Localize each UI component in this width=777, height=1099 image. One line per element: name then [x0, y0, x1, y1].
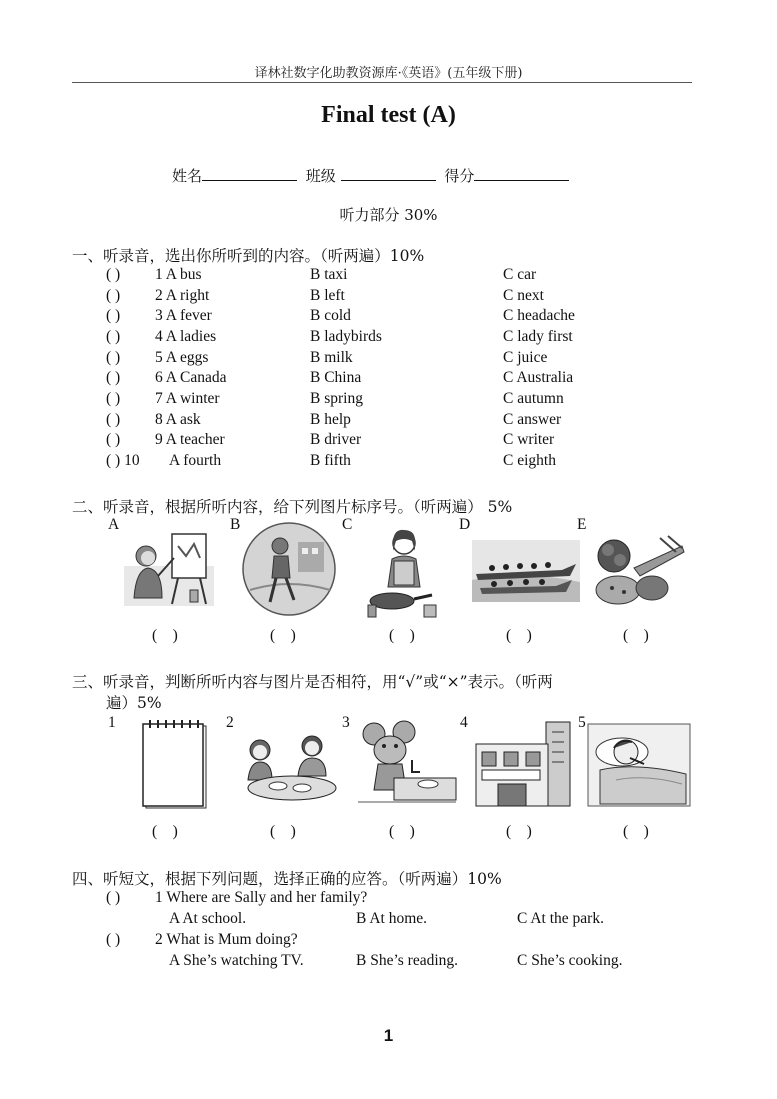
option-c: C answer [503, 411, 562, 428]
option-a: 4 A ladies [155, 328, 217, 345]
option-a: 8 A ask [155, 411, 201, 428]
option-a: 9 A teacher [155, 431, 225, 448]
picture-label-e: E [577, 516, 587, 533]
girl-painting-picture [120, 528, 218, 608]
page-number: 1 [383, 1026, 394, 1045]
answer-bracket-3[interactable]: ( ) [389, 823, 415, 840]
option-a: 3 A fever [155, 307, 212, 324]
picture-label-5: 5 [578, 714, 586, 731]
answer-bracket-c[interactable]: ( ) [389, 627, 415, 644]
answer-bracket-1[interactable]: ( ) [152, 823, 178, 840]
answer-bracket-e[interactable]: ( ) [623, 627, 649, 644]
header-rule [72, 82, 692, 83]
answer-bracket[interactable]: ( ) [106, 266, 121, 283]
option-c: C writer [503, 431, 555, 448]
woman-cooking-picture [362, 525, 448, 620]
answer-bracket-5[interactable]: ( ) [623, 823, 649, 840]
answer-bracket[interactable]: ( ) [106, 287, 121, 304]
option-b: B China [310, 369, 362, 386]
picture-label-3: 3 [342, 714, 350, 731]
answer-bracket[interactable]: ( ) [106, 411, 121, 428]
option-b: B At home. [356, 910, 428, 927]
dragon-boat-picture [472, 540, 580, 602]
option-c: C autumn [503, 390, 564, 407]
picture-label-1: 1 [108, 714, 116, 731]
option-a: 6 A Canada [155, 369, 227, 386]
answer-bracket[interactable]: ( ) [106, 369, 121, 386]
answer-bracket-a[interactable]: ( ) [152, 627, 178, 644]
sick-boy-picture [586, 722, 692, 808]
answer-bracket-b[interactable]: ( ) [270, 627, 296, 644]
section-1-title: 一、听录音，选出你所听到的内容。（听两遍）10% [72, 247, 425, 265]
picture-label-d: D [459, 516, 471, 533]
page-title: Final test (A) [321, 102, 456, 128]
picture-label-a: A [108, 516, 120, 533]
option-a: 2 A right [155, 287, 210, 304]
question-text: 2 What is Mum doing? [155, 931, 298, 948]
option-a: A At school. [169, 910, 247, 927]
option-b: B help [310, 411, 351, 428]
answer-bracket-4[interactable]: ( ) [506, 823, 532, 840]
picture-label-2: 2 [226, 714, 234, 731]
option-b: B spring [310, 390, 363, 407]
option-a: 1 A bus [155, 266, 202, 283]
class-blank[interactable] [341, 166, 436, 181]
option-b: B left [310, 287, 345, 304]
answer-bracket[interactable]: ( ) 10 [106, 452, 140, 469]
answer-bracket[interactable]: ( ) [106, 349, 121, 366]
calendar-frame [140, 720, 208, 810]
section-2-title: 二、听录音，根据所听内容，给下列图片标序号。（听两遍） 5% [72, 498, 513, 516]
answer-bracket[interactable]: ( ) [106, 889, 121, 906]
option-c: C eighth [503, 452, 556, 469]
option-b: B ladybirds [310, 328, 382, 345]
listening-subtitle: 听力部分 30% [339, 206, 438, 224]
option-b: B fifth [310, 452, 351, 469]
option-c: C juice [503, 349, 548, 366]
section-3-title-cont: 遍）5% [106, 694, 162, 712]
question-text: 1 Where are Sally and her family? [155, 889, 368, 906]
option-b: B milk [310, 349, 353, 366]
cinema-building [472, 718, 574, 808]
name-label: 姓名 [172, 167, 203, 185]
option-c: C next [503, 287, 544, 304]
score-label: 得分 [444, 167, 475, 185]
option-b: B She’s reading. [356, 952, 459, 969]
vegetables-picture [590, 528, 690, 608]
option-b: B cold [310, 307, 351, 324]
option-c: C lady first [503, 328, 573, 345]
section-3-title: 三、听录音，判断所听内容与图片是否相符，用“√”或“×”表示。（听两 [72, 673, 553, 691]
boy-walking-picture [240, 520, 338, 618]
answer-bracket-d[interactable]: ( ) [506, 627, 532, 644]
answer-bracket[interactable]: ( ) [106, 431, 121, 448]
answer-bracket-2[interactable]: ( ) [270, 823, 296, 840]
student-info-line [172, 165, 569, 186]
answer-bracket[interactable]: ( ) [106, 307, 121, 324]
answer-bracket[interactable]: ( ) [106, 390, 121, 407]
option-c: C She’s cooking. [517, 952, 623, 969]
option-c: C Australia [503, 369, 574, 386]
family-dinner-picture [238, 730, 344, 804]
option-a: 5 A eggs [155, 349, 209, 366]
class-label: 班级 [305, 167, 336, 185]
page-header: 译林社数字化助教资源库·《英语》(五年级下册) [254, 66, 523, 81]
option-c: C car [503, 266, 537, 283]
picture-label-c: C [342, 516, 353, 533]
answer-bracket[interactable]: ( ) [106, 328, 121, 345]
option-c: C headache [503, 307, 575, 324]
mouse-washing-picture [354, 720, 460, 808]
picture-label-4: 4 [460, 714, 468, 731]
cinema-picture [472, 718, 574, 808]
calendar-picture [140, 720, 208, 810]
option-b: B driver [310, 431, 362, 448]
score-blank[interactable] [474, 166, 569, 181]
option-b: B taxi [310, 266, 348, 283]
name-blank[interactable] [202, 166, 297, 181]
option-c: C At the park. [517, 910, 604, 927]
section-4-title: 四、听短文，根据下列问题，选择正确的应答。（听两遍）10% [72, 870, 502, 888]
answer-bracket[interactable]: ( ) [106, 931, 121, 948]
picture-label-b: B [230, 516, 241, 533]
option-a: A fourth [169, 452, 222, 469]
option-a: 7 A winter [155, 390, 220, 407]
option-a: A She’s watching TV. [169, 952, 304, 969]
